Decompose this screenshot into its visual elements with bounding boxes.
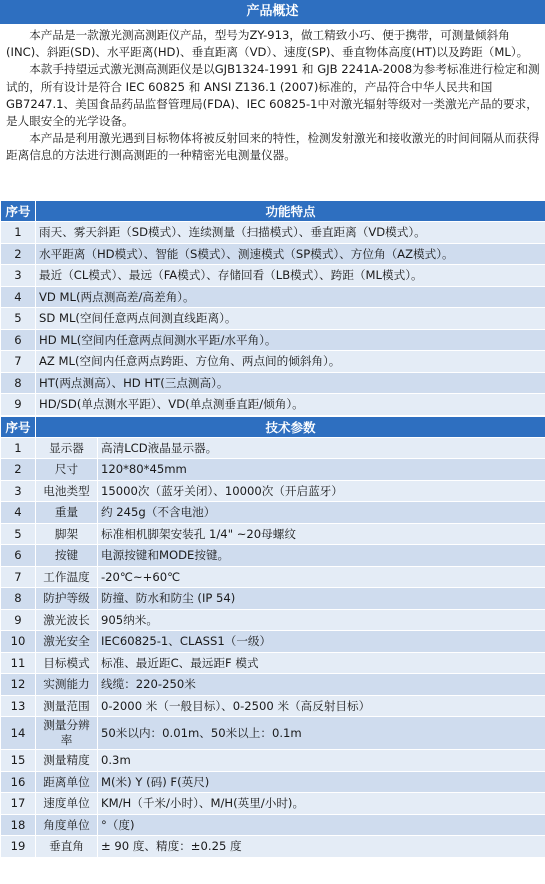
spec-index: 18: [1, 814, 36, 836]
feature-index: 7: [1, 351, 36, 373]
feature-text: 最近（CL模式）、最远（FA模式）、存储回看（LB模式）、跨距（ML模式）。: [36, 265, 545, 287]
spec-name: 电池类型: [36, 480, 98, 502]
feature-index: 5: [1, 308, 36, 330]
spec-name: 尺寸: [36, 459, 98, 481]
spec-index: 2: [1, 459, 36, 481]
feature-row: [1, 243, 545, 265]
spec-index: 16: [1, 771, 36, 793]
spec-name: 激光安全: [36, 631, 98, 653]
spec-index: 19: [1, 836, 36, 858]
specs-header-row: [1, 416, 545, 437]
spec-row: [1, 523, 545, 545]
spec-value: 标准、最近距C、最远距F 模式: [98, 652, 545, 674]
feature-text: HT(两点测高）、HD HT(三点测高）。: [36, 372, 545, 394]
spec-index: 11: [1, 652, 36, 674]
spec-name: 测量分辨率: [36, 717, 98, 750]
spec-row: [1, 793, 545, 815]
intro-paragraph: 本款手持望远式激光测高测距仪是以GJB1324-1991 和 GJB 2241A-2008为参考标准进行检定和测试的，所有设计是符合 IEC 60825 和 ANSI Z136.1 (2007)标准的，产品符合中华人民共和国GB7247.1、美国食品药品监督管理局(FDA)、IEC 60825-1中对激光辐射等级对一类激光产品的要求，是人眼安全的光学设备。: [6, 62, 540, 129]
spec-value: 约 245g（不含电池）: [98, 502, 545, 524]
spec-index: 12: [1, 674, 36, 696]
spec-index: 1: [1, 437, 36, 459]
spec-value: 防撞、防水和防尘 (IP 54): [98, 588, 545, 610]
spec-value: °（度): [98, 814, 545, 836]
overview-banner: 产品概述: [0, 0, 545, 24]
specs-title-header: 技术参数: [36, 416, 545, 437]
feature-text: AZ ML(空间内任意两点跨距、方位角、两点间的倾斜角）。: [36, 351, 545, 373]
spec-name: 速度单位: [36, 793, 98, 815]
specs-index-header: 序号: [1, 416, 36, 437]
spec-row: [1, 674, 545, 696]
spec-name: 目标模式: [36, 652, 98, 674]
spec-row: [1, 588, 545, 610]
feature-row: [1, 308, 545, 330]
specs-table: [0, 416, 545, 858]
spec-value: 标准相机脚架安装孔 1/4" ~20母螺纹: [98, 523, 545, 545]
spec-name: 工作温度: [36, 566, 98, 588]
spec-value: 线缆：220-250米: [98, 674, 545, 696]
feature-index: 9: [1, 394, 36, 416]
feature-text: SD ML(空间任意两点间测直线距离）。: [36, 308, 545, 330]
spec-value: 0.3m: [98, 750, 545, 772]
spec-row: [1, 631, 545, 653]
spec-row: [1, 717, 545, 750]
spec-value: KM/H（千米/小时）、M/H(英里/小时)。: [98, 793, 545, 815]
spec-index: 13: [1, 695, 36, 717]
spec-row: [1, 480, 545, 502]
spec-name: 激光波长: [36, 609, 98, 631]
spec-name: 实测能力: [36, 674, 98, 696]
spec-row: [1, 771, 545, 793]
spec-value: 电源按键和MODE按键。: [98, 545, 545, 567]
feature-text: VD ML(两点测高差/高差角）。: [36, 286, 545, 308]
spec-value: M(米) Y (码) F(英尺): [98, 771, 545, 793]
overview-text: [0, 24, 545, 200]
spec-value: 120*80*45mm: [98, 459, 545, 481]
spec-value: -20℃~+60℃: [98, 566, 545, 588]
spec-index: 3: [1, 480, 36, 502]
intro-paragraph: 本产品是一款激光测高测距仪产品，型号为ZY-913，做工精致小巧、便于携带，可测量倾斜角(INC)、斜距(SD)、水平距离(HD)、垂直距离（VD）、速度(SP)、垂直物体高度(HT)以及跨距（ML）。: [6, 28, 529, 60]
intro-paragraph: 本产品是利用激光遇到目标物体将被反射回来的特性，检测发射激光和接收激光的时间间隔从而获得距离信息的方法进行测高测距的一种精密光电测量仪器。: [6, 131, 540, 163]
feature-index: 4: [1, 286, 36, 308]
spec-index: 8: [1, 588, 36, 610]
feature-index: 2: [1, 243, 36, 265]
spec-row: [1, 695, 545, 717]
feature-index: 6: [1, 329, 36, 351]
feature-row: [1, 372, 545, 394]
spec-index: 15: [1, 750, 36, 772]
spec-value: IEC60825-1、CLASS1（一级）: [98, 631, 545, 653]
spec-value: 高清LCD液晶显示器。: [98, 437, 545, 459]
feature-row: [1, 286, 545, 308]
spec-value: ± 90 度、精度：±0.25 度: [98, 836, 545, 858]
spec-row: [1, 545, 545, 567]
feature-row: [1, 394, 545, 416]
spec-index: 9: [1, 609, 36, 631]
spec-row: [1, 652, 545, 674]
spec-name: 按键: [36, 545, 98, 567]
feature-text: 雨天、雾天斜距（SD模式）、连续测量（扫描模式）、垂直距离（VD模式）。: [36, 222, 545, 244]
features-table: [0, 200, 545, 416]
spec-row: [1, 459, 545, 481]
spec-name: 角度单位: [36, 814, 98, 836]
feature-index: 1: [1, 222, 36, 244]
spec-name: 垂直角: [36, 836, 98, 858]
spec-value: 905纳米。: [98, 609, 545, 631]
spec-index: 7: [1, 566, 36, 588]
spec-name: 重量: [36, 502, 98, 524]
feature-text: 水平距离（HD模式）、智能（S模式）、测速模式（SP模式）、方位角（AZ模式）。: [36, 243, 545, 265]
spec-row: [1, 750, 545, 772]
features-index-header: 序号: [1, 201, 36, 222]
feature-row: [1, 265, 545, 287]
spec-value: 0-2000 米（一般目标）、0-2500 米（高反射目标）: [98, 695, 545, 717]
spec-row: [1, 609, 545, 631]
features-header-row: [1, 201, 545, 222]
spec-name: 距离单位: [36, 771, 98, 793]
spec-index: 6: [1, 545, 36, 567]
spec-name: 测量精度: [36, 750, 98, 772]
spec-row: [1, 814, 545, 836]
spec-name: 脚架: [36, 523, 98, 545]
feature-index: 3: [1, 265, 36, 287]
spec-index: 4: [1, 502, 36, 524]
spec-name: 测量范围: [36, 695, 98, 717]
spec-row: [1, 566, 545, 588]
feature-row: [1, 351, 545, 373]
spec-row: [1, 836, 545, 858]
spec-value: 15000次（蓝牙关闭）、10000次（开启蓝牙）: [98, 480, 545, 502]
spec-index: 5: [1, 523, 36, 545]
feature-text: HD ML(空间内任意两点间测水平距/水平角）。: [36, 329, 545, 351]
feature-text: HD/SD(单点测水平距）、VD(单点测垂直距/倾角）。: [36, 394, 545, 416]
spec-index: 17: [1, 793, 36, 815]
features-title-header: 功能特点: [36, 201, 545, 222]
spec-name: 显示器: [36, 437, 98, 459]
spec-name: 防护等级: [36, 588, 98, 610]
feature-row: [1, 222, 545, 244]
feature-index: 8: [1, 372, 36, 394]
feature-row: [1, 329, 545, 351]
spec-value: 50米以内：0.01m、50米以上：0.1m: [98, 717, 545, 750]
spec-row: [1, 437, 545, 459]
spec-index: 14: [1, 717, 36, 750]
spec-index: 10: [1, 631, 36, 653]
spec-row: [1, 502, 545, 524]
